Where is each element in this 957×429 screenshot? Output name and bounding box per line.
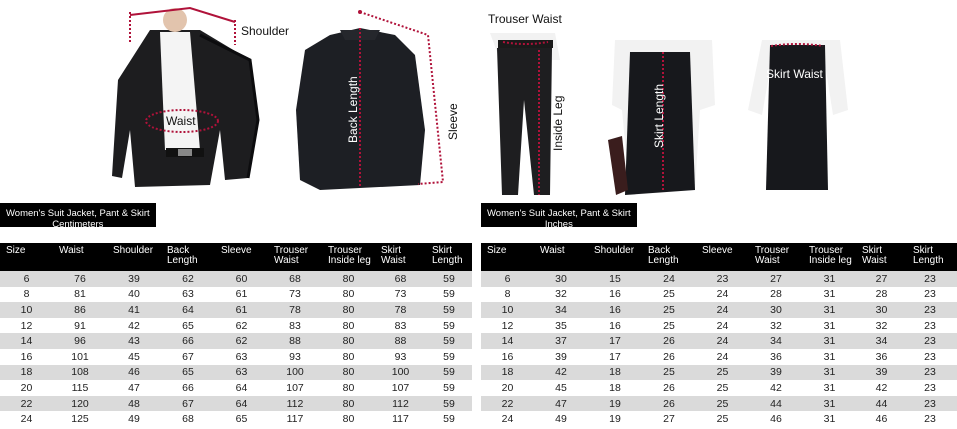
table-cell: 59	[443, 272, 455, 285]
column-header-line1: Skirt	[913, 245, 933, 256]
table-cell: 10	[20, 303, 33, 316]
column-header-line2: Length	[167, 255, 198, 266]
sleeve-label: Sleeve	[446, 103, 460, 140]
table-cell: 35	[555, 319, 567, 332]
table-cell: 18	[501, 366, 514, 379]
table-cell: 31	[823, 397, 836, 410]
table-cell: 12	[20, 319, 33, 332]
table-cell: 30	[555, 272, 567, 285]
skirt-front-figure	[748, 40, 848, 190]
column-header	[268, 246, 322, 266]
table-cell: 73	[394, 288, 407, 301]
column-header-line1: Trouser	[328, 245, 363, 256]
table-cell: 32	[555, 288, 567, 301]
table-cell: 27	[770, 272, 782, 285]
table-cell: 46	[128, 366, 140, 379]
table-cell: 108	[71, 366, 89, 379]
skirt-length-label: Skirt Length	[652, 83, 666, 148]
column-header	[856, 246, 907, 266]
table-cell: 16	[609, 303, 621, 316]
table-cell: 93	[394, 350, 407, 363]
table-cell: 34	[875, 335, 888, 348]
table-row	[0, 380, 472, 396]
table-cell: 67	[182, 350, 194, 363]
table-cell: 80	[342, 350, 355, 363]
table-cell: 36	[875, 350, 888, 363]
table-unit: Centimeters	[52, 219, 104, 230]
table-cell: 93	[289, 350, 301, 363]
table-cell: 10	[501, 303, 514, 316]
table-cell: 39	[770, 366, 782, 379]
table-cell: 34	[770, 335, 782, 348]
trouser-waist-label: Trouser Waist	[488, 12, 562, 26]
table-cell: 73	[289, 288, 301, 301]
column-header-line2: Inside leg	[809, 255, 852, 266]
table-cell: 18	[609, 381, 621, 394]
table-cell: 23	[924, 272, 936, 285]
table-cell: 42	[875, 381, 888, 394]
table-row	[481, 271, 957, 287]
table-cell: 28	[770, 288, 782, 301]
table-cell: 19	[609, 397, 621, 410]
table-cell: 61	[235, 303, 248, 316]
table-cell: 62	[182, 272, 194, 285]
table-row	[481, 380, 957, 396]
column-header-line1: Waist	[59, 245, 84, 256]
table-cell: 80	[342, 413, 355, 426]
table-cell: 59	[443, 303, 455, 316]
table-row	[0, 302, 472, 318]
table-cell: 80	[342, 381, 355, 394]
column-header-line1: Shoulder	[594, 245, 635, 256]
table-cell: 64	[235, 397, 248, 410]
table-cell: 62	[235, 319, 248, 332]
table-cell: 17	[609, 335, 621, 348]
table-cell: 49	[128, 413, 140, 426]
table-cell: 41	[128, 303, 140, 316]
column-header	[426, 246, 472, 266]
table-cell: 66	[182, 381, 194, 394]
jacket-front-figure	[112, 8, 258, 187]
column-header-line1: Trouser	[755, 245, 790, 256]
table-cell: 100	[391, 366, 410, 379]
table-cell: 16	[609, 288, 621, 301]
column-header	[803, 246, 856, 266]
table-cell: 25	[663, 319, 675, 332]
table-cell: 39	[555, 350, 567, 363]
column-header-line2: Waist	[755, 255, 780, 266]
table-cell: 31	[823, 381, 836, 394]
table-cell: 115	[71, 381, 89, 394]
table-cell: 39	[128, 272, 140, 285]
table-cell: 59	[443, 335, 455, 348]
table-row	[481, 302, 957, 318]
table-cell: 66	[182, 335, 194, 348]
column-header-line1: Size	[487, 245, 507, 256]
table-cell: 26	[663, 335, 675, 348]
table-cell: 86	[74, 303, 86, 316]
table-cell: 39	[875, 366, 888, 379]
column-header-line1: Back	[167, 245, 190, 256]
table-cell: 16	[20, 350, 33, 363]
table-cell: 80	[342, 319, 355, 332]
table-cell: 61	[235, 288, 248, 301]
table-row	[0, 287, 472, 303]
shoulder-label: Shoulder	[241, 24, 290, 38]
table-title: Women's Suit Jacket, Pant & Skirt	[6, 208, 150, 219]
table-cell: 76	[74, 272, 86, 285]
table-cell: 16	[609, 319, 621, 332]
column-header-line2: Waist	[381, 255, 406, 266]
table-cell: 24	[716, 288, 729, 301]
table-cell: 32	[770, 319, 782, 332]
table-row	[481, 365, 957, 381]
table-cell: 27	[875, 272, 888, 285]
table-cell: 25	[663, 366, 675, 379]
table-cell: 28	[875, 288, 888, 301]
column-header	[0, 246, 53, 256]
table-cell: 80	[342, 303, 355, 316]
table-cell: 31	[823, 350, 836, 363]
table-cell: 88	[289, 335, 301, 348]
column-header	[642, 246, 696, 266]
table-cell: 24	[716, 319, 729, 332]
table-cell: 16	[501, 350, 514, 363]
table-cell: 125	[71, 413, 89, 426]
table-row	[0, 333, 472, 349]
table-cell: 20	[20, 381, 33, 394]
table-body	[481, 271, 957, 427]
table-cell: 63	[235, 350, 248, 363]
table-cell: 47	[128, 381, 140, 394]
column-header-line1: Skirt	[432, 245, 452, 256]
table-cell: 117	[392, 413, 409, 426]
table-cell: 25	[663, 288, 675, 301]
table-cell: 36	[770, 350, 782, 363]
table-cell: 42	[770, 381, 782, 394]
table-row	[481, 349, 957, 365]
column-header-line1: Skirt	[862, 245, 882, 256]
table-cell: 59	[443, 397, 455, 410]
column-header-line1: Sleeve	[702, 245, 733, 256]
table-cell: 23	[924, 366, 936, 379]
table-title-box	[0, 203, 156, 230]
table-cell: 81	[74, 288, 86, 301]
table-cell: 20	[501, 381, 514, 394]
table-cell: 67	[182, 397, 194, 410]
table-cell: 43	[128, 335, 140, 348]
table-cell: 24	[716, 350, 729, 363]
table-cell: 22	[20, 397, 33, 410]
table-cell: 80	[342, 397, 355, 410]
table-cell: 64	[182, 303, 194, 316]
table-cell: 23	[924, 319, 936, 332]
table-cell: 32	[875, 319, 888, 332]
table-cell: 34	[555, 303, 567, 316]
table-cell: 8	[23, 288, 30, 301]
table-row	[0, 396, 472, 412]
table-cell: 25	[716, 366, 729, 379]
column-header-line1: Size	[6, 245, 26, 256]
table-cell: 6	[504, 272, 511, 285]
table-cell: 80	[342, 366, 355, 379]
table-cell: 15	[609, 272, 621, 285]
table-body	[0, 271, 472, 427]
table-title: Women's Suit Jacket, Pant & Skirt	[487, 208, 631, 219]
table-row	[481, 287, 957, 303]
table-cell: 112	[392, 397, 409, 410]
table-cell: 42	[555, 366, 567, 379]
table-cell: 42	[128, 319, 140, 332]
table-cell: 23	[924, 397, 936, 410]
table-row	[0, 365, 472, 381]
table-cell: 60	[235, 272, 248, 285]
table-cell: 63	[182, 288, 194, 301]
table-row	[481, 411, 957, 427]
column-header	[322, 246, 375, 266]
table-cell: 101	[71, 350, 89, 363]
table-cell: 65	[182, 319, 194, 332]
table-cell: 46	[770, 413, 782, 426]
table-cell: 31	[823, 366, 836, 379]
column-header	[107, 246, 161, 256]
table-cell: 112	[286, 397, 304, 410]
table-cell: 59	[443, 413, 455, 426]
table-cell: 31	[823, 272, 836, 285]
table-row	[481, 318, 957, 334]
table-cell: 117	[286, 413, 304, 426]
column-header	[749, 246, 803, 266]
measurement-illustrations	[0, 0, 957, 200]
column-header-line1: Trouser	[274, 245, 309, 256]
table-cell: 18	[609, 366, 621, 379]
inside-leg-label: Inside Leg	[551, 95, 565, 151]
column-header	[696, 246, 749, 256]
column-header	[481, 246, 534, 256]
table-cell: 23	[924, 381, 936, 394]
column-header-line2: Waist	[862, 255, 887, 266]
table-unit: Inches	[544, 219, 573, 230]
table-cell: 14	[501, 335, 514, 348]
table-cell: 31	[823, 335, 836, 348]
column-header	[53, 246, 107, 256]
table-cell: 22	[501, 397, 514, 410]
table-cell: 65	[182, 366, 194, 379]
table-row	[0, 349, 472, 365]
table-cell: 23	[924, 303, 936, 316]
table-cell: 48	[128, 397, 140, 410]
table-title-box	[481, 203, 637, 230]
table-cell: 26	[663, 397, 675, 410]
table-row	[0, 318, 472, 334]
column-header	[534, 246, 588, 256]
table-cell: 23	[924, 413, 936, 426]
table-cell: 65	[235, 413, 248, 426]
table-cell: 91	[74, 319, 86, 332]
table-cell: 45	[128, 350, 140, 363]
column-header-line2: Length	[432, 255, 463, 266]
table-cell: 24	[716, 335, 729, 348]
table-cell: 68	[394, 272, 407, 285]
table-cell: 80	[342, 288, 355, 301]
column-header-line2: Waist	[274, 255, 299, 266]
column-header-line1: Waist	[540, 245, 565, 256]
table-cell: 120	[71, 397, 89, 410]
table-cell: 107	[391, 381, 410, 394]
table-cell: 40	[128, 288, 140, 301]
column-header-line1: Back	[648, 245, 671, 256]
size-table-inches	[481, 203, 957, 427]
table-cell: 37	[555, 335, 567, 348]
table-header-row	[481, 243, 957, 271]
size-table-centimeters	[0, 203, 472, 427]
table-cell: 46	[875, 413, 888, 426]
table-cell: 44	[770, 397, 782, 410]
table-cell: 12	[501, 319, 514, 332]
waist-label: Waist	[166, 114, 196, 128]
column-header-line1: Skirt	[381, 245, 401, 256]
table-cell: 30	[770, 303, 782, 316]
table-cell: 17	[609, 350, 621, 363]
trousers-figure	[490, 33, 560, 195]
table-cell: 24	[663, 272, 675, 285]
table-cell: 25	[663, 303, 675, 316]
table-cell: 30	[875, 303, 888, 316]
table-cell: 80	[342, 272, 355, 285]
column-header-line2: Length	[913, 255, 944, 266]
table-cell: 59	[443, 381, 455, 394]
table-cell: 23	[924, 350, 936, 363]
table-cell: 64	[235, 381, 248, 394]
table-cell: 59	[443, 288, 455, 301]
table-cell: 88	[394, 335, 407, 348]
table-cell: 83	[289, 319, 301, 332]
column-header-line1: Shoulder	[113, 245, 154, 256]
table-cell: 23	[924, 335, 936, 348]
skirt-waist-label: Skirt Waist	[766, 67, 823, 81]
garment-photos	[0, 0, 957, 200]
table-cell: 49	[555, 413, 567, 426]
table-cell: 24	[501, 413, 514, 426]
table-cell: 23	[716, 272, 729, 285]
table-cell: 80	[342, 335, 355, 348]
table-cell: 44	[875, 397, 888, 410]
column-header	[588, 246, 642, 256]
column-header-line1: Trouser	[809, 245, 844, 256]
table-cell: 100	[286, 366, 304, 379]
table-cell: 96	[74, 335, 86, 348]
table-cell: 8	[504, 288, 511, 301]
table-cell: 26	[663, 381, 675, 394]
table-cell: 25	[716, 397, 729, 410]
column-header-line2: Inside leg	[328, 255, 371, 266]
table-cell: 107	[286, 381, 304, 394]
table-cell: 19	[609, 413, 621, 426]
table-row	[0, 271, 472, 287]
table-cell: 25	[716, 381, 729, 394]
table-cell: 47	[555, 397, 567, 410]
table-cell: 24	[20, 413, 33, 426]
table-cell: 14	[20, 335, 33, 348]
table-cell: 68	[289, 272, 301, 285]
table-cell: 23	[924, 288, 936, 301]
table-cell: 45	[555, 381, 567, 394]
table-cell: 59	[443, 350, 455, 363]
table-cell: 31	[823, 303, 836, 316]
table-cell: 31	[823, 288, 836, 301]
table-row	[481, 396, 957, 412]
table-cell: 31	[823, 413, 836, 426]
table-cell: 63	[235, 366, 248, 379]
table-cell: 24	[716, 303, 729, 316]
column-header-line2: Length	[648, 255, 679, 266]
back-length-label: Back Length	[346, 76, 360, 143]
table-cell: 78	[289, 303, 301, 316]
table-cell: 18	[20, 366, 33, 379]
table-row	[481, 333, 957, 349]
table-cell: 83	[394, 319, 407, 332]
table-row	[0, 411, 472, 427]
table-cell: 25	[716, 413, 729, 426]
table-cell: 78	[394, 303, 407, 316]
table-cell: 31	[823, 319, 836, 332]
column-header	[907, 246, 953, 266]
table-cell: 6	[23, 272, 30, 285]
column-header-line1: Sleeve	[221, 245, 252, 256]
table-cell: 27	[663, 413, 675, 426]
table-cell: 59	[443, 319, 455, 332]
table-header-row	[0, 243, 472, 271]
column-header	[375, 246, 426, 266]
table-cell: 59	[443, 366, 455, 379]
table-cell: 62	[235, 335, 248, 348]
column-header	[161, 246, 215, 266]
table-cell: 26	[663, 350, 675, 363]
column-header	[215, 246, 268, 256]
table-cell: 68	[182, 413, 194, 426]
